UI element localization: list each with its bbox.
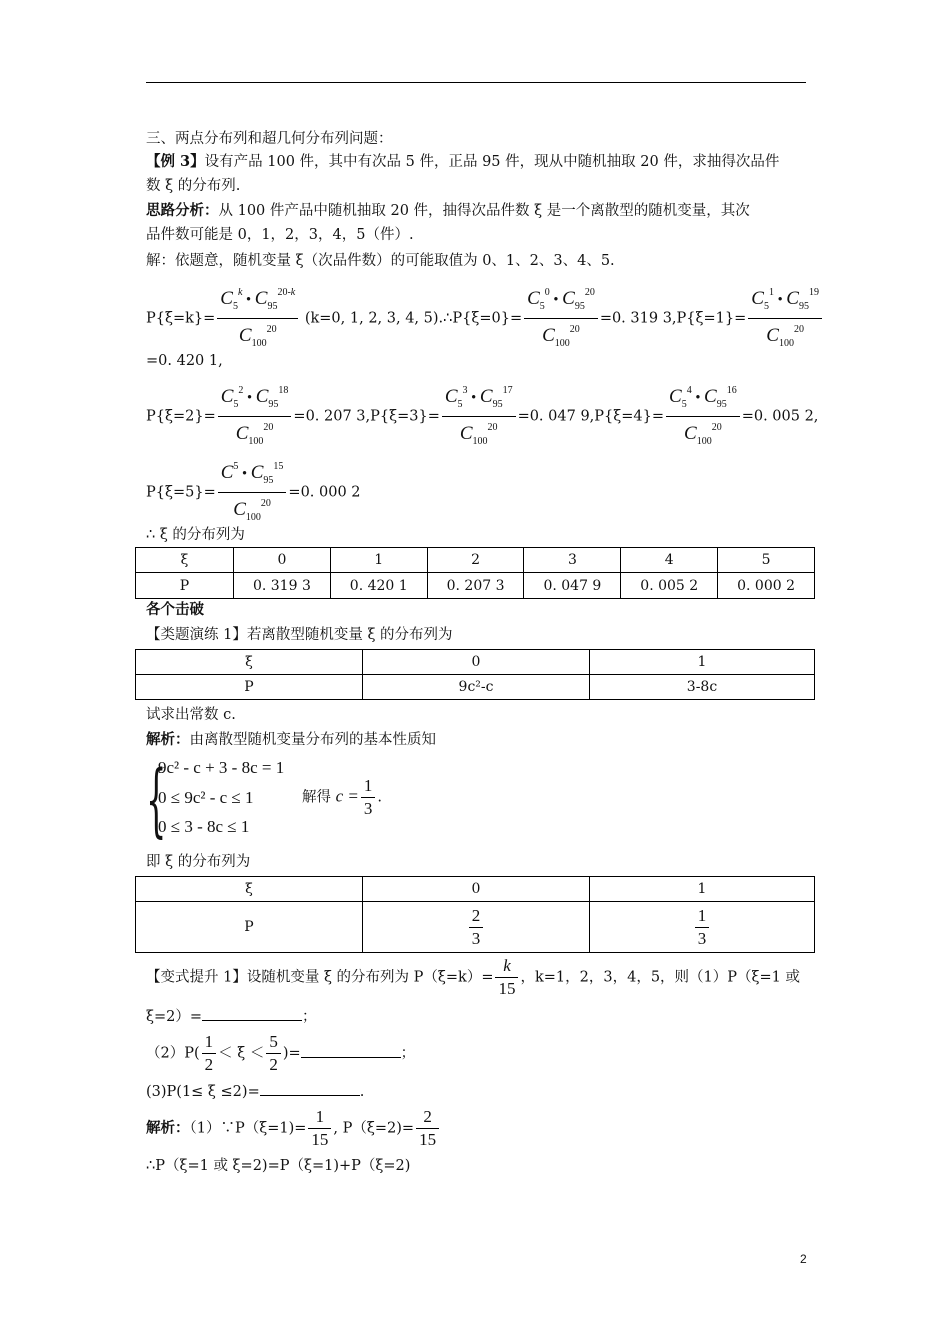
example-text-1: 设有产品 100 件，其中有次品 5 件，正品 95 件，现从中随机抽取 20 件，求抽得次品件 <box>204 154 780 170</box>
table-cell: 0. 207 3 <box>427 573 524 599</box>
frac-den: 15 <box>498 979 516 998</box>
q3-tail: . <box>359 1084 365 1100</box>
frac-den: 3 <box>697 928 707 948</box>
analysis3-label: 解析： <box>146 1119 190 1137</box>
example-line-2: 数 ξ 的分布列. <box>146 178 241 194</box>
analysis3-text-b: , P（ξ=2)= <box>333 1120 415 1137</box>
frac-num: 2 <box>469 905 484 928</box>
p5-label: P{ξ=5}= <box>146 484 216 501</box>
q1-text: ξ=2）= <box>146 1009 203 1025</box>
solve-result: 解得 c = $\frac{1}{3}$ . <box>302 776 382 818</box>
variant-frac <box>495 955 518 1000</box>
frac-num: 1 <box>695 905 710 928</box>
p1-value: =0. 420 1, <box>146 353 223 369</box>
frac-num: 5 <box>266 1031 281 1054</box>
find-c: 试求出常数 c. <box>146 707 236 723</box>
table-cell <box>590 902 815 953</box>
analysis3-text-a: （1）∵P（ξ=1)= <box>189 1120 307 1137</box>
answer-blank[interactable] <box>260 1081 360 1096</box>
table-cell <box>363 902 590 953</box>
result-frac <box>361 775 376 820</box>
table-cell: 0. 000 2 <box>718 573 815 599</box>
table-cell: 1 <box>330 548 427 573</box>
table-cell: 0 <box>234 548 331 573</box>
analysis-line-2: 品件数可能是 0，1，2，3，4，5（件）. <box>146 227 414 243</box>
frac-num: 1 <box>308 1106 331 1129</box>
p0-frac: $\frac{C_5^0 • C_{95}^{20}}{C_{100}^{20}}$ <box>524 282 598 355</box>
frac-num: 1 <box>202 1031 217 1054</box>
table-row <box>136 573 815 599</box>
table-cell: 4 <box>621 548 718 573</box>
table-row <box>136 675 815 700</box>
distribution-table-1 <box>135 547 815 599</box>
p4-value: =0. 005 2, <box>741 408 819 425</box>
table-cell: 0 <box>363 877 590 902</box>
frac-den: 15 <box>311 1130 329 1149</box>
q2-tail: ； <box>400 1045 416 1062</box>
frac-den: 3 <box>363 799 373 818</box>
q2-52-frac <box>266 1031 281 1076</box>
frac-num: 1 <box>361 775 376 798</box>
section-title: 三、两点分布列和超几何分布列问题： <box>146 131 393 147</box>
practice-line <box>146 624 453 646</box>
analysis3-frac-1 <box>308 1106 331 1151</box>
table-cell: 2 <box>427 548 524 573</box>
table-cell: 0. 420 1 <box>330 573 427 599</box>
dist-intro-2: 即 ξ 的分布列为 <box>146 854 251 870</box>
table-cell: ξ <box>136 650 363 675</box>
table-cell: ξ <box>136 877 363 902</box>
break-title: 各个击破 <box>146 601 204 618</box>
frac-num: 2 <box>416 1106 439 1129</box>
equation-1: 9c² - c + 3 - 8c = 1 <box>158 758 285 777</box>
k-range: (k=0, 1, 2, 3, 4, 5). <box>304 310 444 327</box>
q2-a: （2）P( <box>146 1045 200 1062</box>
variant-text-b: ，k=1，2，3，4，5，则（1）P（ξ=1 或 <box>520 969 800 986</box>
analysis-text-1: 从 100 件产品中随机抽取 20 件，抽得次品件数 ξ 是一个离散型的随机变量，其次 <box>218 203 750 219</box>
formula-row-3 <box>146 456 361 529</box>
analysis2-text: 由离散型随机变量分布列的基本性质知 <box>189 732 436 748</box>
p3-label: P{ξ=3}= <box>370 408 440 425</box>
formula-row-2 <box>146 380 818 453</box>
solve-text: 解得 <box>302 789 331 806</box>
analysis-line-1 <box>146 200 750 222</box>
p4-label: P{ξ=4}= <box>594 408 664 425</box>
distribution-table-3 <box>135 876 815 953</box>
frac-den: 2 <box>269 1055 278 1074</box>
table-cell: ξ <box>136 548 234 573</box>
table-row <box>136 650 815 675</box>
q2-mid: ＜ ξ ＜ <box>218 1045 265 1062</box>
variant-line-3 <box>146 1031 415 1076</box>
q2-end: )= <box>282 1045 301 1062</box>
p5-value: =0. 000 2 <box>288 484 361 501</box>
table-cell: 0. 047 9 <box>524 573 621 599</box>
practice-text: 若离散型随机变量 ξ 的分布列为 <box>246 627 453 643</box>
variant-line-2 <box>146 1006 317 1028</box>
q3-text: (3)P(1≤ ξ ≤2)= <box>146 1084 260 1100</box>
solution-intro: 解：依题意，随机变量 ξ（次品件数）的可能取值为 0、1、2、3、4、5. <box>146 253 615 269</box>
frac-den: 15 <box>419 1130 437 1149</box>
practice-label: 【类题演练 1】 <box>146 627 247 643</box>
table-cell: 1 <box>590 877 815 902</box>
formula-row-1 <box>146 282 824 355</box>
p2-value: =0. 207 3, <box>293 408 371 425</box>
q1-end: ； <box>302 1009 317 1025</box>
left-brace: { <box>146 753 167 846</box>
table-cell: 3-8c <box>590 675 815 700</box>
table-row <box>136 548 815 573</box>
p3-value: =0. 047 9, <box>517 408 595 425</box>
p4-frac: $\frac{C_5^4 • C_{95}^{16}}{C_{100}^{20}}$ <box>666 380 740 453</box>
p0-label: ∴P{ξ=0}= <box>443 310 523 327</box>
dist-intro: ∴ ξ 的分布列为 <box>146 527 245 543</box>
result-lhs: c = <box>335 786 359 806</box>
table-cell: P <box>136 675 363 700</box>
table-cell: P <box>136 573 234 599</box>
equation-2: 0 ≤ 9c² - c ≤ 1 <box>158 788 254 807</box>
variant-text-a: 设随机变量 ξ 的分布列为 P（ξ=k）= <box>246 969 494 986</box>
analysis2-line <box>146 729 436 751</box>
header-rule <box>146 82 806 83</box>
p5-frac: $\frac{C^5 • C_{95}^{15}}{C_{100}^{20}}$ <box>218 456 287 529</box>
table-cell: 0. 005 2 <box>621 573 718 599</box>
p2-frac: $\frac{C_5^2 • C_{95}^{18}}{C_{100}^{20}}$ <box>218 380 292 453</box>
table-cell: 1 <box>590 650 815 675</box>
p1-frac: $\frac{C_5^1 • C_{95}^{19}}{C_{100}^{20}}$ <box>748 282 822 355</box>
variant-label: 【变式提升 1】 <box>146 969 247 986</box>
frac-den: 2 <box>204 1055 214 1074</box>
q2-half-frac <box>202 1031 217 1076</box>
variant-line-1 <box>146 955 800 1000</box>
answer-blank[interactable] <box>301 1043 401 1058</box>
frac-den: 3 <box>471 928 481 948</box>
general-frac: $\frac{C_5^k • C_{95}^{20-k}}{C_{100}^{20}}$ <box>217 282 298 355</box>
table-cell: 3 <box>524 548 621 573</box>
table-cell: 5 <box>718 548 815 573</box>
p3-frac: $\frac{C_5^3 • C_{95}^{17}}{C_{100}^{20}}$ <box>442 380 516 453</box>
analysis3-frac-2 <box>416 1106 439 1151</box>
table-cell: 9c²-c <box>363 675 590 700</box>
p0-fraction <box>469 905 484 950</box>
answer-blank[interactable] <box>202 1006 302 1021</box>
p0-value: =0. 319 3, <box>599 310 677 327</box>
p1-label: P{ξ=1}= <box>676 310 747 327</box>
table-row <box>136 902 815 953</box>
table-cell: 0. 319 3 <box>234 573 331 599</box>
analysis-label: 思路分析： <box>146 202 219 219</box>
example-line-1 <box>146 151 779 173</box>
table-row <box>136 877 815 902</box>
equation-3: 0 ≤ 3 - 8c ≤ 1 <box>158 817 250 836</box>
example-label: 【例 3】 <box>146 153 205 170</box>
distribution-table-2 <box>135 649 815 700</box>
analysis3-line-1 <box>146 1106 441 1151</box>
page-number: 2 <box>800 1252 807 1266</box>
analysis3-last: ∴P（ξ=1 或 ξ=2)=P（ξ=1)+P（ξ=2) <box>146 1158 411 1174</box>
p-general: P{ξ=k}= <box>146 310 216 327</box>
frac-num: k <box>495 955 518 978</box>
p1-fraction <box>695 905 710 950</box>
table-cell: 0 <box>363 650 590 675</box>
analysis2-label: 解析： <box>146 731 190 748</box>
table-cell: P <box>136 902 363 953</box>
p2-label: P{ξ=2}= <box>146 408 216 425</box>
variant-line-4 <box>146 1081 364 1103</box>
